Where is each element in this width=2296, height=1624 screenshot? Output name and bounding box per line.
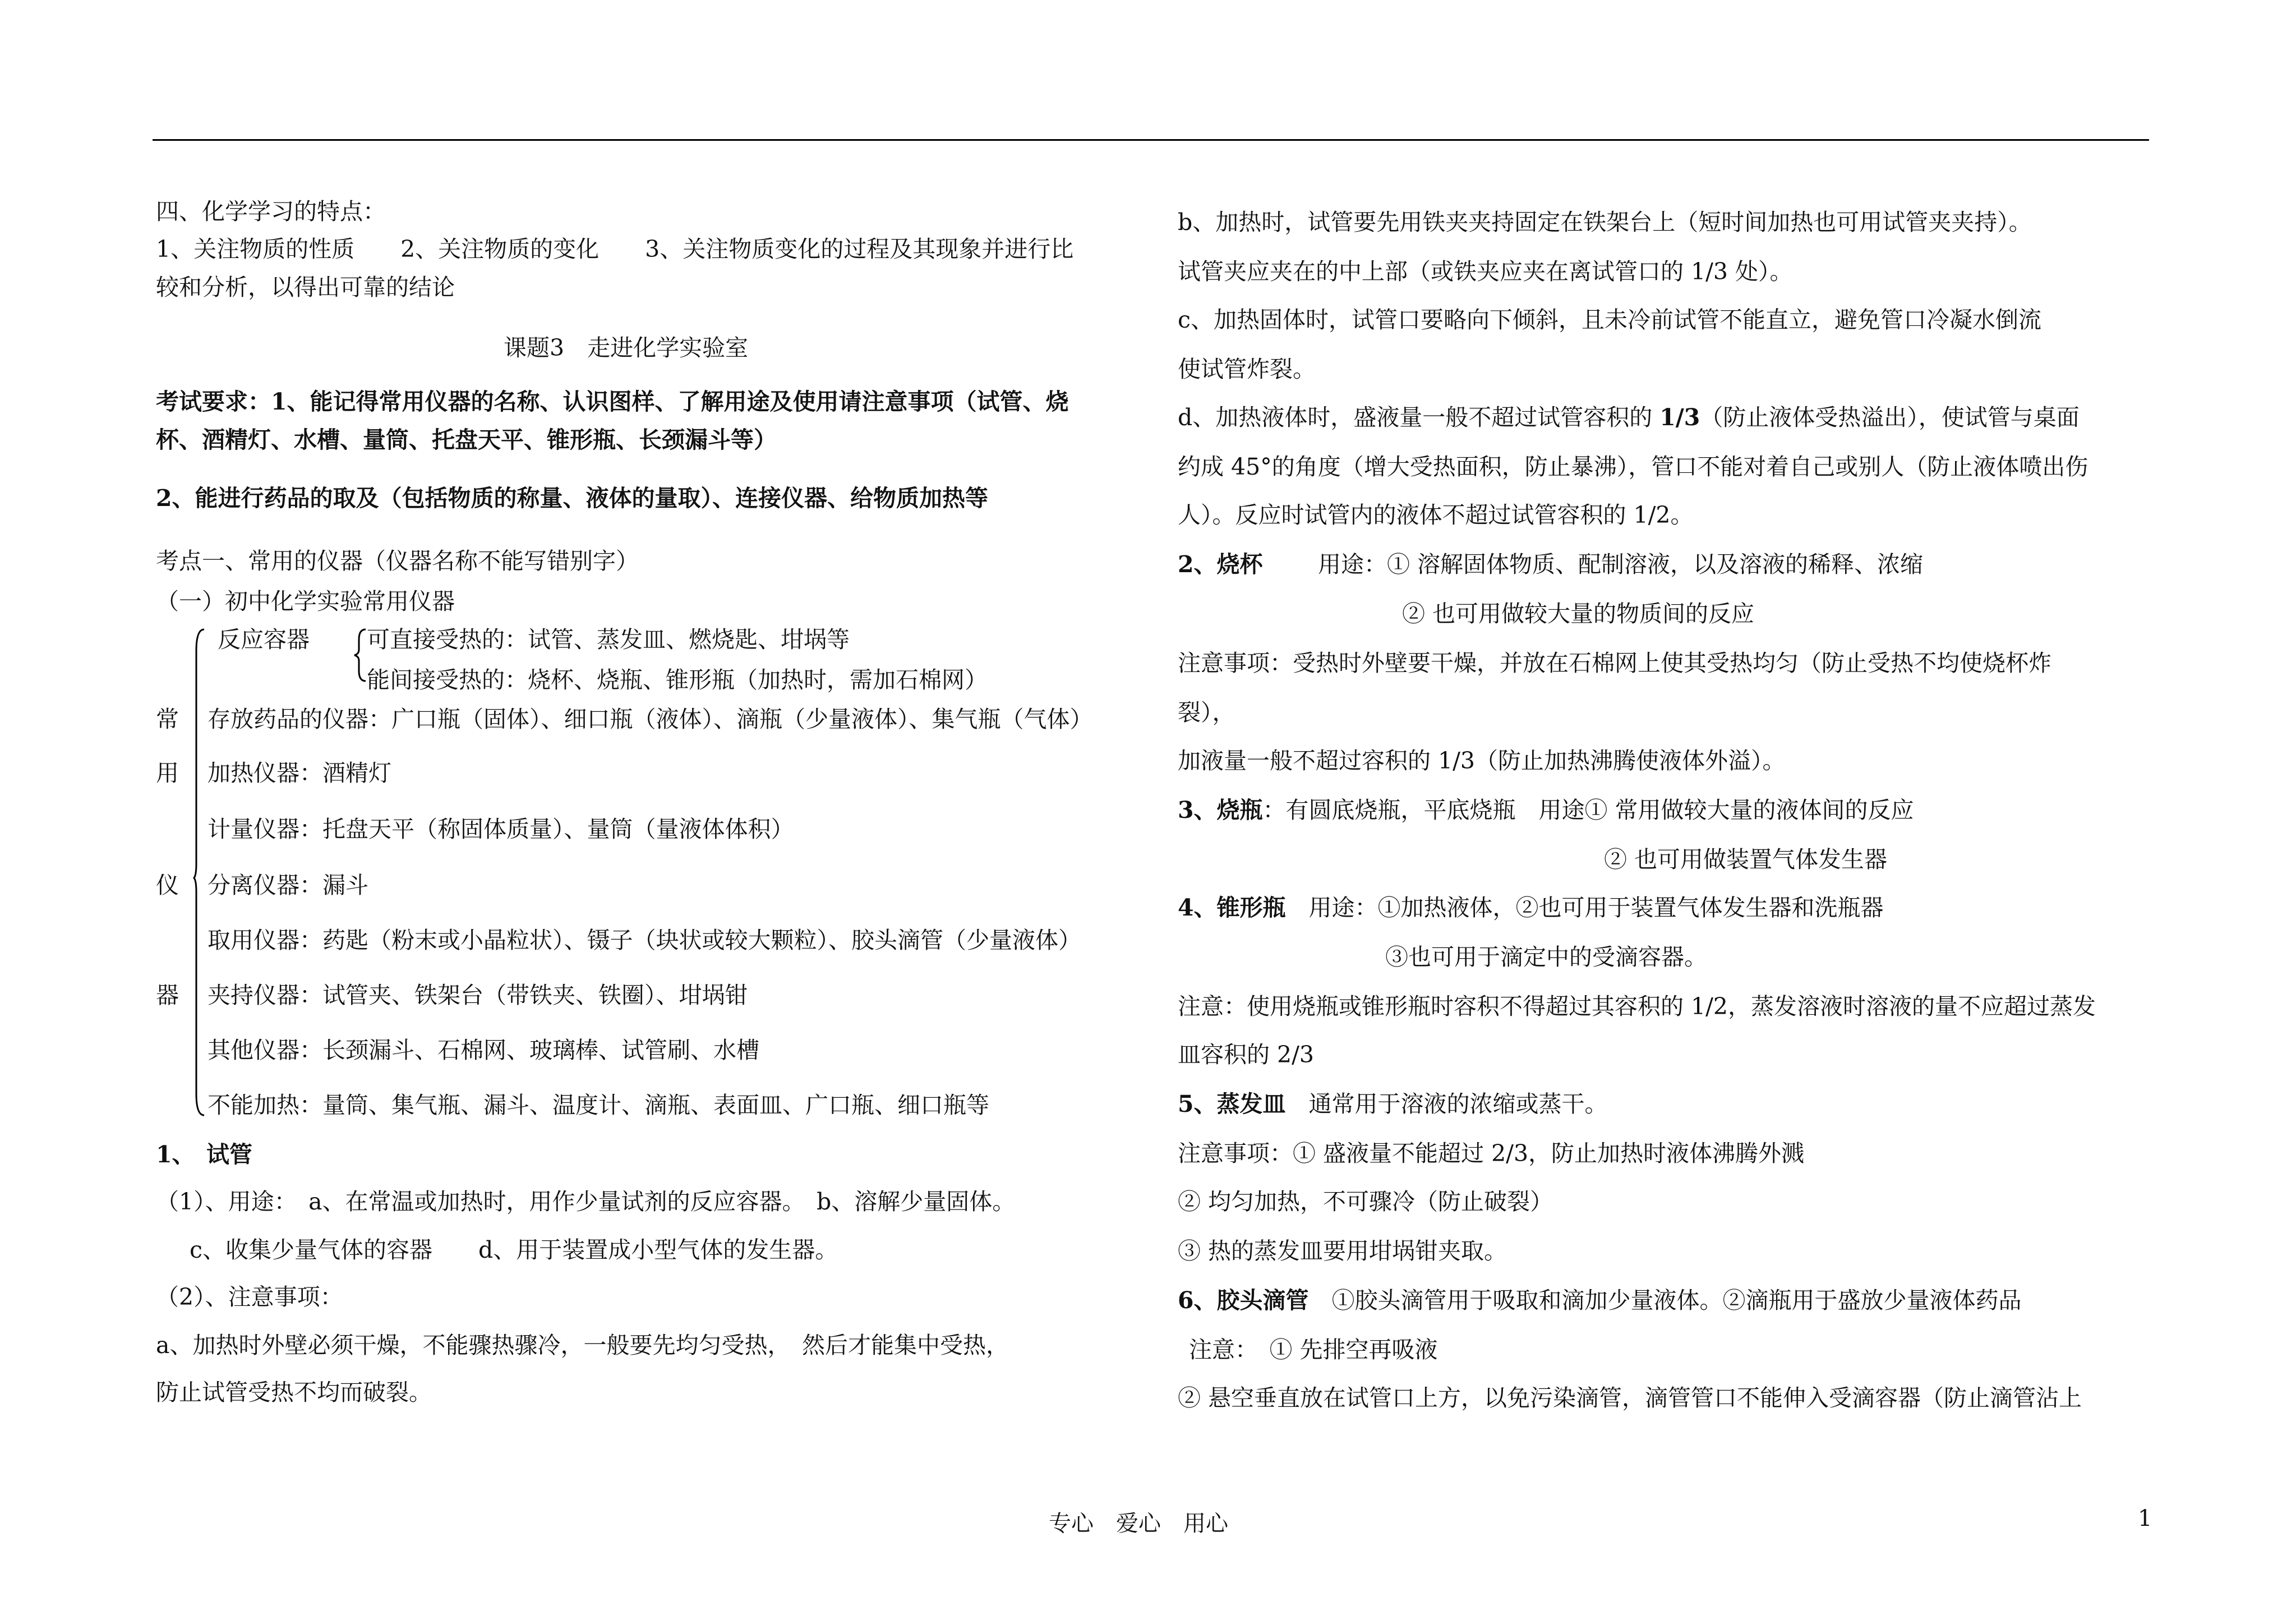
exam-requirement-line2: 杯、酒精灯、水槽、量筒、托盘天平、锥形瓶、长颈漏斗等）: [156, 426, 777, 453]
footer-slogan: 专心 爱心 用心: [1049, 1511, 1228, 1536]
subsection-one: （一）初中化学实验常用仪器: [156, 588, 455, 615]
item3-use2: ② 也可用做装置气体发生器: [1604, 846, 1888, 873]
item2-note3: 加液量一般不超过容积的 1/3（防止加热沸腾使液体外溢）。: [1178, 747, 1786, 774]
lesson-title: 课题3 走进化学实验室: [504, 334, 749, 361]
item3-title: 3、烧瓶: [1178, 797, 1263, 823]
item1-use2: c、收集少量气体的容器 d、用于装置成小型气体的发生器。: [190, 1236, 838, 1263]
main-bracket: [194, 628, 205, 1116]
item2-use: 用途：① 溶解固体物质、配制溶液，以及溶液的稀释、浓缩: [1318, 551, 1924, 578]
right-d-line3: 人）。反应时试管内的液体不超过试管容积的 1/2。: [1178, 502, 1694, 528]
side-label-2: 用: [156, 760, 179, 786]
right-d-line2: 约成 45°的角度（增大受热面积，防止暴沸），管口不能对着自己或别人（防止液体喷出伤: [1178, 453, 2088, 480]
section4-title: 四、化学学习的特点：: [156, 198, 386, 225]
section4-line1: 1、关注物质的性质 2、关注物质的变化 3、关注物质变化的过程及其现象并进行比: [156, 236, 1074, 263]
reaction-vessel-label: 反应容器: [218, 626, 310, 653]
item4-title: 4、锥形瓶: [1178, 894, 1286, 921]
item1-a-line2: 防止试管受热不均而破裂。: [156, 1379, 432, 1406]
d-line1-part1: d、加热液体时，盛液量一般不超过试管容积的: [1178, 404, 1660, 431]
item5-note3: ③ 热的蒸发皿要用坩埚钳夹取。: [1178, 1237, 1507, 1264]
right-d-line1: [1178, 405, 2080, 430]
taking-instruments: 取用仪器：药匙（粉末或小晶粒状）、镊子（块状或较大颗粒）、胶头滴管（少量液体）: [208, 927, 1081, 954]
item5-note2: ② 均匀加热，不可骤冷（防止破裂）: [1178, 1188, 1553, 1215]
exam-requirement-line3: 2、能进行药品的取及（包括物质的称量、液体的量取）、连接仪器、给物质加热等: [156, 485, 989, 512]
item6-rest: ①胶头滴管用于吸取和滴加少量液体。②滴瓶用于盛放少量液体药品: [1308, 1287, 2022, 1314]
item3-rest: ：有圆底烧瓶，平底烧瓶 用途① 常用做较大量的液体间的反应: [1262, 797, 1914, 823]
other-instruments: 其他仪器：长颈漏斗、石棉网、玻璃棒、试管刷、水槽: [208, 1037, 759, 1064]
item1-title: 1、 试管: [156, 1141, 253, 1168]
item5-rest: 通常用于溶液的浓缩或蒸干。: [1285, 1091, 1608, 1117]
direct-heat-line: 可直接受热的：试管、蒸发皿、燃烧匙、坩埚等: [367, 626, 850, 653]
item6-note2: ② 悬空垂直放在试管口上方，以免污染滴管，滴管管口不能伸入受滴容器（防止滴管沾上: [1178, 1384, 2082, 1411]
header-rule: [153, 139, 2149, 141]
item6-line: [1178, 1288, 2022, 1313]
d-line1-part3: （防止液体受热溢出），使试管与桌面: [1700, 404, 2080, 431]
page-number: 1: [2138, 1506, 2152, 1531]
measuring-instruments: 计量仪器：托盘天平（称固体质量）、量筒（量液体体积）: [208, 816, 794, 843]
item5-line: [1178, 1092, 1608, 1117]
item4-rest: 用途：①加热液体，②也可用于装置气体发生器和洗瓶器: [1285, 894, 1884, 921]
item4-use2: ③也可用于滴定中的受滴容器。: [1385, 944, 1707, 970]
right-b-line2: 试管夹应夹在的中上部（或铁夹应夹在离试管口的 1/3 处）。: [1178, 258, 1793, 285]
item4-line: [1178, 895, 1884, 921]
item2-note1: 注意事项：受热时外壁要干燥，并放在石棉网上使其受热均匀（防止受热不均使烧杯炸: [1178, 650, 2051, 677]
item2-use2: ② 也可用做较大量的物质间的反应: [1402, 600, 1755, 627]
right-b-line1: b、加热时，试管要先用铁夹夹持固定在铁架台上（短时间加热也可用试管夹夹持）。: [1178, 209, 2032, 236]
item2-note2: 裂），: [1178, 699, 1235, 726]
reaction-vessel-bracket: [353, 627, 367, 683]
separating-instruments: 分离仪器：漏斗: [208, 872, 368, 899]
d-line1-bold: 1/3: [1659, 404, 1700, 431]
item5-title: 5、蒸发皿: [1178, 1091, 1286, 1117]
side-label-3: 仪: [156, 872, 179, 899]
item1-note: （2）、注意事项：: [156, 1283, 343, 1310]
item2-title: 2、烧杯: [1178, 551, 1263, 578]
right-c-line1: c、加热固体时，试管口要略向下倾斜，且未冷前试管不能直立，避免管口冷凝水倒流: [1178, 306, 2041, 333]
heating-instruments: 加热仪器：酒精灯: [208, 760, 391, 786]
right-c-line2: 使试管炸裂。: [1178, 356, 1316, 383]
item6-title: 6、胶头滴管: [1178, 1287, 1309, 1314]
note-line1: 注意：使用烧瓶或锥形瓶时容积不得超过其容积的 1/2，蒸发溶液时溶液的量不应超过蒸发: [1178, 993, 2096, 1020]
item6-note1: 注意： ① 先排空再吸液: [1189, 1336, 1438, 1363]
indirect-heat-line: 能间接受热的：烧杯、烧瓶、锥形瓶（加热时，需加石棉网）: [367, 666, 988, 693]
storage-instruments: 存放药品的仪器：广口瓶（固体）、细口瓶（液体）、滴瓶（少量液体）、集气瓶（气体）: [208, 706, 1093, 733]
side-label-1: 常: [156, 706, 179, 733]
note-line2: 皿容积的 2/3: [1178, 1041, 1315, 1068]
item1-use: （1）、用途： a、在常温或加热时，用作少量试剂的反应容器。 b、溶解少量固体。: [156, 1188, 1016, 1215]
item5-note1: 注意事项：① 盛液量不能超过 2/3，防止加热时液体沸腾外溅: [1178, 1140, 1805, 1167]
item3-line: [1178, 798, 1914, 823]
section4-line2: 较和分析，以得出可靠的结论: [156, 274, 455, 301]
holding-instruments: 夹持仪器：试管夹、铁架台（带铁夹、铁圈）、坩埚钳: [208, 982, 748, 1009]
kaodian-one: 考点一、常用的仪器（仪器名称不能写错别字）: [156, 548, 639, 574]
side-label-4: 器: [156, 982, 179, 1009]
item1-a-line1: a、加热时外壁必须干燥，不能骤热骤冷，一般要先均匀受热， 然后才能集中受热，: [156, 1332, 1009, 1359]
exam-requirement-line1: 考试要求：1、能记得常用仪器的名称、认识图样、了解用途及使用请注意事项（试管、烧: [156, 388, 1069, 415]
no-heat-instruments: 不能加热：量筒、集气瓶、漏斗、温度计、滴瓶、表面皿、广口瓶、细口瓶等: [208, 1092, 989, 1119]
